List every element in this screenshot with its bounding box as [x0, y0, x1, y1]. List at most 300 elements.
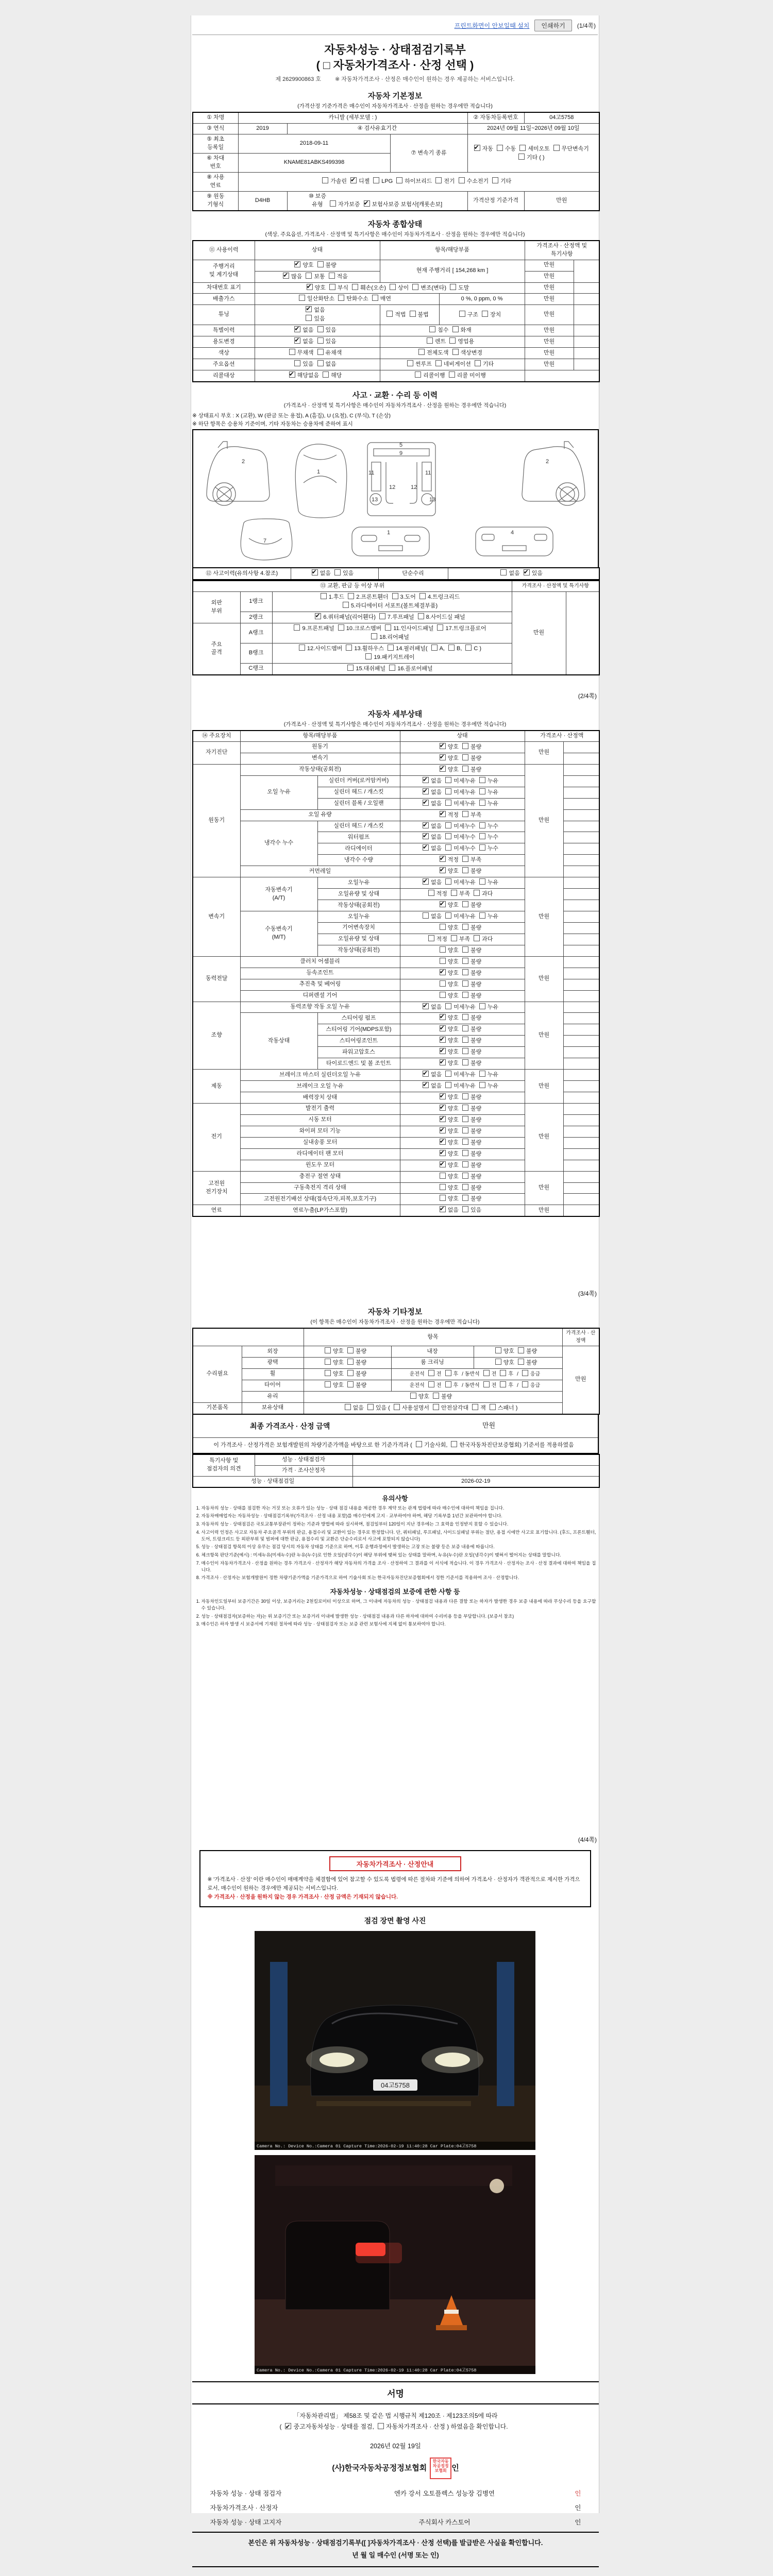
checkbox-option: 없음 — [423, 912, 442, 921]
item-status — [400, 934, 525, 945]
field-base-price-label: 가격산정 기준가격 — [467, 191, 524, 210]
unchecked-checkbox-icon — [440, 946, 446, 953]
price-unit: 만원 — [525, 359, 574, 370]
special-kind — [380, 325, 525, 336]
unchecked-checkbox-icon — [440, 1195, 446, 1201]
unchecked-checkbox-icon — [479, 833, 485, 839]
basic-info — [192, 112, 600, 211]
checkbox-option: ✔ 없음 — [440, 1206, 459, 1215]
price-unit: 만원 — [525, 282, 574, 294]
checkbox-option: 13.휠하우스 — [346, 645, 384, 653]
item-label: 커먼레일 — [240, 866, 400, 877]
unchecked-checkbox-icon — [462, 1025, 468, 1031]
item-status — [400, 775, 525, 787]
unchecked-checkbox-icon — [317, 349, 324, 355]
checkbox-option: ✔ 디젤 — [350, 177, 369, 186]
unchecked-checkbox-icon — [306, 273, 312, 279]
checkbox-option: 미세누수 — [445, 822, 476, 831]
checkbox-option: 자동차가격조사 · 산정 ) 하였음을 확인합니다. — [378, 2421, 508, 2432]
checkbox-option: 렌트 — [427, 337, 446, 346]
unchecked-checkbox-icon — [445, 878, 451, 885]
checkbox-option: ✔ 있음 — [524, 569, 543, 578]
unchecked-checkbox-icon — [492, 177, 498, 183]
field-base-price-unit: 만원 — [524, 191, 599, 210]
item-label: 실린더 커버(로커암커버) — [317, 775, 400, 787]
item-status — [400, 1148, 525, 1160]
item-status — [400, 911, 525, 923]
checked-checkbox-icon — [423, 878, 429, 885]
unchecked-checkbox-icon — [352, 284, 358, 290]
svg-text:11: 11 — [425, 470, 431, 477]
checkbox-option: 장치 — [482, 311, 501, 319]
checkbox-option: 2.프론트휀더 — [348, 593, 388, 602]
price-unit: 만원 — [525, 1205, 563, 1216]
unchecked-checkbox-icon — [462, 1206, 468, 1212]
checkbox-option: 11.인사이드패널 — [385, 624, 433, 633]
price-blank — [563, 1013, 599, 1024]
unchecked-checkbox-icon — [317, 337, 324, 344]
checkbox-option: 불량 — [462, 901, 481, 910]
checkbox-option: ✔ 양호 — [440, 969, 459, 978]
detail-status — [192, 730, 600, 1217]
checkbox-option: 누유 — [479, 788, 498, 797]
glass-status — [304, 1391, 562, 1402]
unchecked-checkbox-icon — [334, 569, 341, 575]
checked-checkbox-icon — [440, 867, 446, 873]
checkbox-option: 불량 — [462, 766, 481, 774]
device-group-label: 자기진단 — [193, 741, 240, 764]
page-2 — [192, 689, 598, 1287]
item-status — [400, 956, 525, 968]
price-blank — [563, 1024, 599, 1036]
checkbox-option: 네비게이션 — [435, 360, 471, 369]
unchecked-checkbox-icon — [428, 1381, 434, 1387]
checkbox-option: 미세누수 — [445, 844, 476, 853]
col-price-remarks: 가격조사 · 산정액 및 특기사항 — [525, 241, 599, 260]
signer-seal: 인 — [575, 2519, 581, 2527]
checkbox-option: 도말 — [450, 284, 469, 293]
mileage-status — [255, 260, 380, 271]
unchecked-checkbox-icon — [445, 822, 451, 828]
other-subtitle: (이 항목은 매수인이 자동차가격조사 · 산정을 원하는 경우에만 적습니다) — [310, 1319, 480, 1325]
panel-ranks — [192, 580, 600, 675]
price-appraisal-box-body: ※ '가격조사 · 산정' 이란 매수인이 매매계약을 체결함에 있어 참고할 수 있도록 법령에 따른 절차와 기준에 의하여 가격조사 · 산정자가 객관적으로 제시한 가격으로서, 매수인이 원하는 경우에만 제공되는 서비스입니다. ※ 가격조사 · 산정을 원하지 않는 경우 가격조사 · 산정 금액은 기재되지 않습니다. — [207, 1876, 580, 1900]
checkbox-option: 불량 — [462, 958, 481, 967]
unchecked-checkbox-icon — [325, 1347, 331, 1353]
device-group-label: 고전원 전기장치 — [193, 1171, 240, 1205]
remarks-table — [192, 1454, 598, 1488]
item-status — [400, 821, 525, 832]
unchecked-checkbox-icon — [385, 624, 391, 631]
price-blank — [563, 866, 599, 877]
item-label: 추진축 및 베어링 — [240, 979, 400, 990]
photo-rear-caption: Camera No.: Device No.:Camera 01 Capture Time:2026-02-19 11:40:28 Car Plate:04고5758 — [255, 2366, 535, 2374]
warranty-item: 3. 매수인은 하자 발생 시 보증서에 기재된 절차에 따라 성능 · 상태점검자 또는 보증 관련 보험사에 지체 없이 통보하여야 합니다. — [201, 1621, 596, 1628]
unchecked-checkbox-icon — [479, 822, 485, 828]
unchecked-checkbox-icon — [371, 633, 377, 639]
int-status — [474, 1346, 562, 1358]
unchecked-checkbox-icon — [522, 1381, 528, 1387]
unchecked-checkbox-icon — [462, 811, 468, 817]
price-unit: 만원 — [525, 1103, 563, 1171]
unchecked-checkbox-icon — [440, 980, 446, 987]
overall-title: 자동차 종합상태 — [367, 219, 423, 229]
device-group-label: 원동기 — [193, 764, 240, 877]
checkbox-option: 양호 — [440, 992, 459, 1001]
field-fuel-value — [238, 173, 599, 192]
device-group-label: 조향 — [193, 1002, 240, 1070]
checkbox-option: ✔ 양호 — [440, 766, 459, 774]
install-print-link[interactable]: 프린트화면이 안보일때 설치 — [454, 22, 530, 29]
item-status — [400, 900, 525, 911]
checkbox-option: 양호 — [440, 1173, 459, 1181]
checkbox-option: 침수 — [429, 326, 448, 335]
cell — [193, 1328, 304, 1346]
item-status — [400, 1103, 525, 1114]
unchecked-checkbox-icon — [427, 337, 433, 344]
emission-type — [255, 294, 439, 305]
price-blank — [563, 900, 599, 911]
unchecked-checkbox-icon — [495, 1347, 501, 1353]
checkbox-option: ✔ 양호 — [440, 1093, 459, 1102]
tuning-kind — [439, 305, 525, 325]
col-item: 항목/해당부품 — [380, 241, 525, 260]
unchecked-checkbox-icon — [433, 1393, 439, 1399]
checkbox-option: ✔ 양호 — [440, 1037, 459, 1045]
svg-text:7: 7 — [263, 538, 267, 545]
checkbox-option: 기타 ( ) — [518, 154, 545, 162]
checkbox-option: 미세누유 — [445, 878, 476, 887]
price-unit: 만원 — [525, 305, 574, 325]
car-diagram-box — [192, 429, 599, 567]
field-reg-no-label: ② 자동차등록번호 — [467, 112, 524, 123]
item-label: 고전원전기배선 상태(접속단자,피복,보호기구) — [240, 1194, 400, 1205]
unchecked-checkbox-icon — [428, 935, 434, 941]
checkbox-option: C ) — [465, 645, 481, 653]
notice-section-title: 유의사항 — [382, 1494, 408, 1502]
rankC-label: C랭크 — [240, 663, 272, 674]
unchecked-checkbox-icon — [462, 992, 468, 998]
checkbox-option: 불량 — [462, 1059, 481, 1068]
checkbox-option: 적정 — [428, 935, 447, 944]
price-blank — [563, 1092, 599, 1104]
item-label: 연료누출(LP가스포함) — [240, 1205, 400, 1216]
checkbox-option: 4.트렁크리드 — [419, 593, 460, 602]
checked-checkbox-icon — [474, 145, 480, 151]
checked-checkbox-icon — [440, 1116, 446, 1122]
checked-checkbox-icon — [440, 1059, 446, 1065]
price-blank — [563, 1194, 599, 1205]
unchecked-checkbox-icon — [462, 856, 468, 862]
checked-checkbox-icon — [423, 844, 429, 851]
unchecked-checkbox-icon — [465, 645, 472, 651]
unchecked-checkbox-icon — [490, 1404, 496, 1410]
overall-status-table — [192, 240, 598, 382]
unchecked-checkbox-icon — [518, 1347, 524, 1353]
checkbox-option: 불량 — [462, 1195, 481, 1204]
unchecked-checkbox-icon — [451, 935, 457, 941]
price-blank — [563, 889, 599, 900]
checkbox-option: 리콜 미이행 — [449, 371, 486, 380]
unchecked-checkbox-icon — [462, 1037, 468, 1043]
holding-label: 보유상태 — [242, 1402, 304, 1414]
price-blank — [563, 968, 599, 979]
warranty-item: 2. 성능 · 상태점검자(보증하는 자)는 위 보증기간 또는 보증거리 이내에 발생한 성능 · 상태점검 내용과 다른 하자에 대하여 수리비용 등을 부담합니다. (보증서 참조) — [201, 1613, 596, 1620]
ext-label: 외장 — [242, 1346, 304, 1358]
unchecked-checkbox-icon — [394, 1404, 400, 1410]
unchecked-checkbox-icon — [440, 1173, 446, 1179]
checkbox-option: 색상변경 — [452, 349, 483, 358]
item-label: 디퍼렌셜 기어 — [240, 990, 400, 1002]
checkbox-option: 리콜이행 — [415, 371, 445, 380]
checkbox-option: 9.프론트패널 — [294, 624, 334, 633]
checkbox-option: ✔ 양호 — [440, 867, 459, 876]
price-blank — [563, 775, 599, 787]
item-label: 스티어링 펌프 — [317, 1013, 400, 1024]
options-kind — [380, 359, 525, 370]
row-usage-change: 용도변경 — [193, 336, 255, 348]
photo-front-illustration — [255, 1931, 535, 2150]
item-label: 타이로드엔드 및 볼 조인트 — [317, 1058, 400, 1070]
unchecked-checkbox-icon — [365, 653, 372, 659]
device-group-label: 제동 — [193, 1070, 240, 1104]
field-vin-label: ⑥ 차대 번호 — [193, 154, 238, 173]
repair-needed-label: 수리필요 — [193, 1346, 242, 1403]
checkbox-option: 불량 — [462, 1025, 481, 1034]
frame-label: 주요 골격 — [193, 623, 240, 675]
checkbox-option: ✔ 없음 — [423, 822, 442, 831]
unchecked-checkbox-icon — [389, 665, 395, 671]
checkbox-option: 19.패키지트레이 — [365, 653, 414, 662]
row-options: 주요옵션 — [193, 359, 255, 370]
basic-info-subtitle: (가격산정 기준가격은 매수인이 자동차가격조사 · 산정을 원하는 경우에만 적습니다) — [297, 103, 493, 110]
svg-text:1: 1 — [387, 530, 391, 536]
item-status — [400, 1182, 525, 1194]
item-label: 실린더 헤드 / 개스킷 — [317, 821, 400, 832]
unchecked-checkbox-icon — [445, 1003, 451, 1009]
unchecked-checkbox-icon — [345, 1404, 351, 1410]
glass-label: 유리 — [242, 1391, 304, 1402]
checkbox-option: 불량 — [518, 1347, 537, 1356]
item-status — [400, 798, 525, 809]
panel-price-header: 가격조사 · 산정액 및 특기사항 — [512, 581, 599, 591]
checkbox-option: 누수 — [479, 822, 498, 831]
item-status — [400, 1013, 525, 1024]
item-label: 시동 모터 — [240, 1114, 400, 1126]
checkbox-option: ✔자동 — [474, 145, 493, 154]
signature-date: 2026년 02월 19일 — [370, 2443, 421, 2450]
field-transmission-label: ⑦ 변속기 종류 — [390, 134, 467, 173]
checkbox-option: 부족 — [451, 935, 470, 944]
item-label: 변속기 — [240, 753, 400, 764]
unchecked-checkbox-icon — [379, 613, 385, 619]
unchecked-checkbox-icon — [462, 1150, 468, 1156]
checkbox-option: 15.대쉬패널 — [347, 665, 385, 673]
tire-detail: 운전석 전 후 / 동반석 전 후 / 응급 — [391, 1380, 562, 1391]
checkbox-option: 양호 — [495, 1347, 514, 1356]
unchecked-checkbox-icon — [418, 349, 425, 355]
warranty-text — [194, 1598, 596, 1628]
svg-text:13: 13 — [429, 497, 436, 503]
final-price-block — [192, 1414, 598, 1454]
unchecked-checkbox-icon — [325, 1381, 331, 1387]
unchecked-checkbox-icon — [522, 1370, 528, 1376]
tuning-legal — [380, 305, 439, 325]
checked-checkbox-icon — [423, 1071, 429, 1077]
checkbox-option: 미세누유 — [445, 800, 476, 808]
checkbox-option: 없음 — [500, 569, 519, 578]
item-status — [400, 753, 525, 764]
price-unit: 만원 — [525, 348, 574, 359]
svg-text:5: 5 — [399, 442, 403, 449]
unchecked-checkbox-icon — [451, 890, 457, 896]
signer-name: 주식회사 카스토어 — [418, 2519, 470, 2527]
unchecked-checkbox-icon — [452, 326, 459, 332]
unchecked-checkbox-icon — [462, 1139, 468, 1145]
checkbox-option: 가솔린 — [322, 177, 347, 186]
unchecked-checkbox-icon — [462, 958, 468, 964]
checked-checkbox-icon — [440, 743, 446, 749]
accident-row-table — [192, 567, 598, 580]
unchecked-checkbox-icon — [338, 295, 344, 301]
item-status — [400, 1126, 525, 1137]
print-button[interactable]: 인쇄하기 — [534, 20, 572, 31]
inspection-photo-front — [255, 1931, 535, 2150]
document-number: 제 2629900863 호 — [275, 76, 321, 83]
signature-law-text: 「자동차관리법」 제58조 및 같은 법 시행규칙 제120조 · 제123조의5에 따라 (✔중고자동차성능 · 상태를 점검, 자동차가격조사 · 산정 ) 하였음을 확인합니다. — [192, 2411, 599, 2432]
checked-checkbox-icon — [440, 754, 446, 760]
item-status — [400, 968, 525, 979]
unchecked-checkbox-icon — [306, 315, 312, 321]
checkbox-option: 1.후드 — [321, 593, 344, 602]
unchecked-checkbox-icon — [518, 1359, 524, 1365]
detail-col-item: 항목/해당부품 — [240, 731, 400, 741]
notice-item: 8. 가격조사 · 산정자는 보험개발원이 정한 차량기준가액을 기준가격으로 하여 기술사회 또는 한국자동차진단보증협회에서 정한 기준서를 적용하여 조사 · 산정합니다. — [201, 1574, 596, 1581]
detail-col-device: ⑭ 주요장치 — [193, 731, 240, 741]
checkbox-option: 있음 — [317, 326, 337, 335]
checkbox-option: ✔ 양호 — [440, 1059, 459, 1068]
unchecked-checkbox-icon — [462, 766, 468, 772]
item-label: 오일누유 — [317, 877, 400, 889]
checkbox-option: 없음 — [345, 1404, 364, 1413]
checkbox-option: 불량 — [462, 1173, 481, 1181]
unchecked-checkbox-icon — [440, 924, 446, 930]
unchecked-checkbox-icon — [445, 777, 451, 783]
checkbox-option: 14.필러패널( — [388, 645, 427, 653]
unchecked-checkbox-icon — [500, 569, 507, 575]
signature-title: 서명 — [192, 2382, 599, 2404]
checkbox-option: 불량 — [347, 1381, 366, 1390]
price-blank — [563, 1070, 599, 1081]
unchecked-checkbox-icon — [518, 154, 525, 160]
price-blank — [563, 787, 599, 798]
price-blank — [563, 1081, 599, 1092]
cell — [574, 348, 599, 359]
checkbox-option: 구조 — [459, 311, 478, 319]
row-mileage-label: 주행거리 및 계기상태 — [193, 260, 255, 282]
price-blank — [563, 979, 599, 990]
row-vin-marking: 차대번호 표기 — [193, 282, 255, 294]
checkbox-option: ✔ 없음 — [423, 1003, 442, 1012]
inspection-date-value: 2026-02-19 — [352, 1476, 599, 1487]
checkbox-option: 불량 — [462, 1093, 481, 1102]
item-group-label: 수동변속기 (M/T) — [240, 911, 317, 957]
unchecked-checkbox-icon — [419, 593, 426, 599]
field-first-reg-label: ⑤ 최초 등록일 — [193, 134, 238, 154]
checkbox-option: 불량 — [462, 1105, 481, 1113]
price-blank — [563, 1171, 599, 1182]
unchecked-checkbox-icon — [437, 624, 443, 631]
unchecked-checkbox-icon — [475, 360, 481, 366]
signer-row — [210, 2488, 581, 2498]
checkbox-option: B, — [448, 645, 462, 653]
checkbox-option: ✔ 6.쿼터패널(리어휀다) — [315, 613, 376, 622]
item-label: 기어변속장치 — [317, 922, 400, 934]
unchecked-checkbox-icon — [450, 284, 456, 290]
unchecked-checkbox-icon — [462, 1173, 468, 1179]
other-col-item: 항목 — [304, 1328, 562, 1346]
ext-status — [304, 1346, 391, 1358]
checked-checkbox-icon — [423, 777, 429, 783]
rank2-label: 2랭크 — [240, 612, 272, 623]
row-tuning: 튜닝 — [193, 305, 255, 325]
item-status — [400, 764, 525, 775]
checkbox-option: 불량 — [462, 1037, 481, 1045]
checkbox-option: ✔ 적정 — [440, 856, 459, 865]
item-status — [400, 1160, 525, 1171]
checkbox-option: ✔ 양호 — [440, 743, 459, 752]
checked-checkbox-icon — [294, 337, 300, 344]
price-unit: 만원 — [525, 1171, 563, 1205]
checkbox-option: 사용설명서 — [394, 1404, 429, 1413]
unchecked-checkbox-icon — [378, 2423, 384, 2429]
notice-text — [194, 1505, 596, 1582]
usage-change-status — [255, 336, 380, 348]
checkbox-option: 8.사이드실 패널 — [418, 613, 465, 622]
col-status: 상태 — [255, 241, 380, 260]
page-3 — [192, 1287, 598, 1833]
unchecked-checkbox-icon — [495, 1359, 501, 1365]
item-status — [400, 843, 525, 855]
price-blank — [563, 1103, 599, 1114]
price-blank — [563, 1047, 599, 1058]
unchecked-checkbox-icon — [322, 177, 328, 183]
price-blank — [563, 753, 599, 764]
checked-checkbox-icon — [440, 811, 446, 817]
unchecked-checkbox-icon — [445, 788, 451, 794]
field-inspection-period-label: ④ 검사유효기간 — [287, 124, 467, 134]
checkbox-option: 후 — [445, 1381, 459, 1390]
unchecked-checkbox-icon — [317, 360, 324, 366]
checkbox-option: 적법 — [386, 311, 406, 319]
checkbox-option: 기타 — [475, 360, 494, 369]
checked-checkbox-icon — [283, 273, 289, 279]
unchecked-checkbox-icon — [325, 1359, 331, 1365]
checkbox-option: 미세누유 — [445, 1071, 476, 1079]
service-notice: ※ 자동차가격조사 · 산정은 매수인이 원하는 경우 제공하는 서비스입니다. — [335, 76, 515, 83]
unchecked-checkbox-icon — [390, 284, 396, 290]
checkbox-option: ✔ 보험사보증 보험사[캐롯손보] — [364, 200, 443, 209]
recall-action — [380, 370, 525, 382]
vin-marking-status — [255, 282, 525, 294]
checked-checkbox-icon — [440, 1025, 446, 1031]
item-label: 와이퍼 모터 기능 — [240, 1126, 400, 1137]
checkbox-option: 양호 — [495, 1359, 514, 1367]
checked-checkbox-icon — [315, 613, 321, 619]
unchecked-checkbox-icon — [462, 1184, 468, 1190]
unchecked-checkbox-icon — [348, 593, 354, 599]
item-label: 작동상태(공회전) — [317, 900, 400, 911]
